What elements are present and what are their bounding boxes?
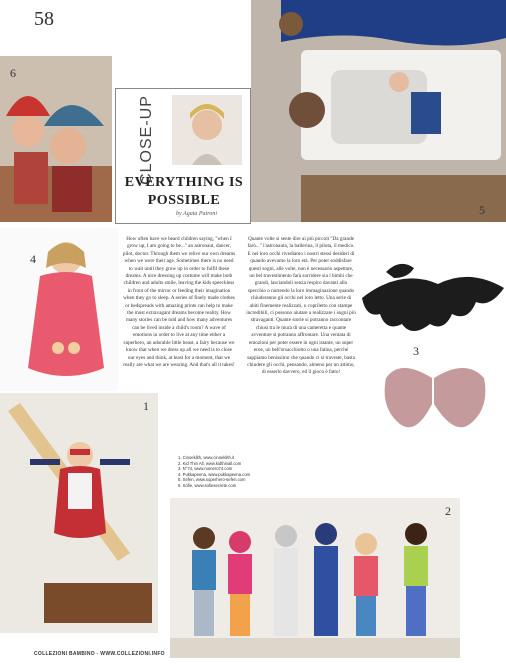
photo-costumed-children-group bbox=[170, 498, 460, 658]
page-number: 58 bbox=[34, 8, 54, 30]
source-item: 6. Sofie, www.sofiesecrete.com bbox=[178, 482, 237, 488]
photo-number: 1 bbox=[143, 399, 149, 413]
article-title-line1: EVERYTHING IS bbox=[124, 175, 244, 190]
photo-superhero-kid bbox=[0, 393, 158, 633]
photo-astronaut-bedroom bbox=[251, 0, 506, 222]
photo-number: 4 bbox=[30, 252, 36, 266]
photo-number: 2 bbox=[445, 504, 451, 518]
photo-number: 5 bbox=[479, 203, 485, 217]
section-label: CLOSE-UP bbox=[137, 95, 155, 185]
article-title-line2: POSSIBLE bbox=[147, 193, 221, 208]
photo-children-headdress bbox=[0, 56, 112, 222]
source-item: 4. Pukkapeena, www.pukkapeena.com bbox=[178, 471, 251, 477]
page-footer: COLLEZIONI BAMBINO - WWW.COLLEZIONI.INFO bbox=[34, 651, 165, 657]
source-item: 1. Cinoeklith, www.cinoeklith.it bbox=[178, 455, 235, 460]
photo-girl-sleeping-bag bbox=[0, 228, 118, 391]
photo-number: 3 bbox=[413, 344, 419, 358]
closeup-title-box bbox=[115, 88, 251, 224]
article-byline: by Agata Patroni bbox=[176, 211, 217, 217]
source-list bbox=[178, 455, 288, 489]
source-item: 5. Sefen, www.superhero-sefen.com bbox=[178, 477, 246, 483]
article-body-italian: Quante volte si sente dire ai più piccoli "Da grande farò..." l'astronauta, la ballerina, il pilota, il medico. E nei loro occhi rivediamo i nostri stessi desideri di quando avevamo la loro età. Per poter soddisfare questi sogni, alle volte, non è necessario aspettare, un bel travestimento farà sorridere sia i bimbi che grandi, lasciandoli senza respiro davanti allo specchio o nutrendo la loro immaginazione quando chiuderanno gli occhi nel loro letto. Una serie di abiti finemente realizzati, o copriletto con stampe incredibili, ci possono aiutare a realizzare i sogni più stravaganti. Quante storie si potranno raccontare chiusi tra le mura di una cameretta e quante avventure si potranno affrontare. Una ventata di emozioni per poter essere in ogni istante, un super eroe, un bell'orsacchiotto o una fatina, perché sappiamo benissimo che quando ci si traveste, basta chiudere gli occhi, pensando, almeno per un attimo, di esserlo davvero, ed il gioco è fatto! bbox=[246, 236, 356, 376]
article-body-english: How often have we heard children saying, "when I grow up, I am going to be..." an astronaut, dancer, pilot, doctor. Through them we relive our own dreams when we were their age. Sometimes there is no need to wait until they grow up in order to fulfil these dreams. A nice dressing up costume will make both children and adults smile, leaving the kids speechless in front of the mirror or feeding their imagination when they go to sleep. A series of finely made clothes or bedspreads with amazing prints can help to make the most extravagant dreams become reality. How many stories can be told and how many adventures can be lived inside a child's room? A wave of emotions in order to live at any time either a superhero, an adorable little beast, a fairy because we know that when we dress up all we need is to close our eyes and think, at least for a moment, that we really are what we are wearing. And that's all it takes! bbox=[122, 236, 236, 368]
photo-number: 6 bbox=[10, 66, 16, 80]
photo-wings bbox=[360, 228, 506, 476]
source-item: 2. Kid Thin All, www.kidthinall.com bbox=[178, 460, 242, 466]
author-photo bbox=[172, 95, 242, 165]
source-item: 3. N°74, www.numero74.com bbox=[178, 466, 233, 472]
